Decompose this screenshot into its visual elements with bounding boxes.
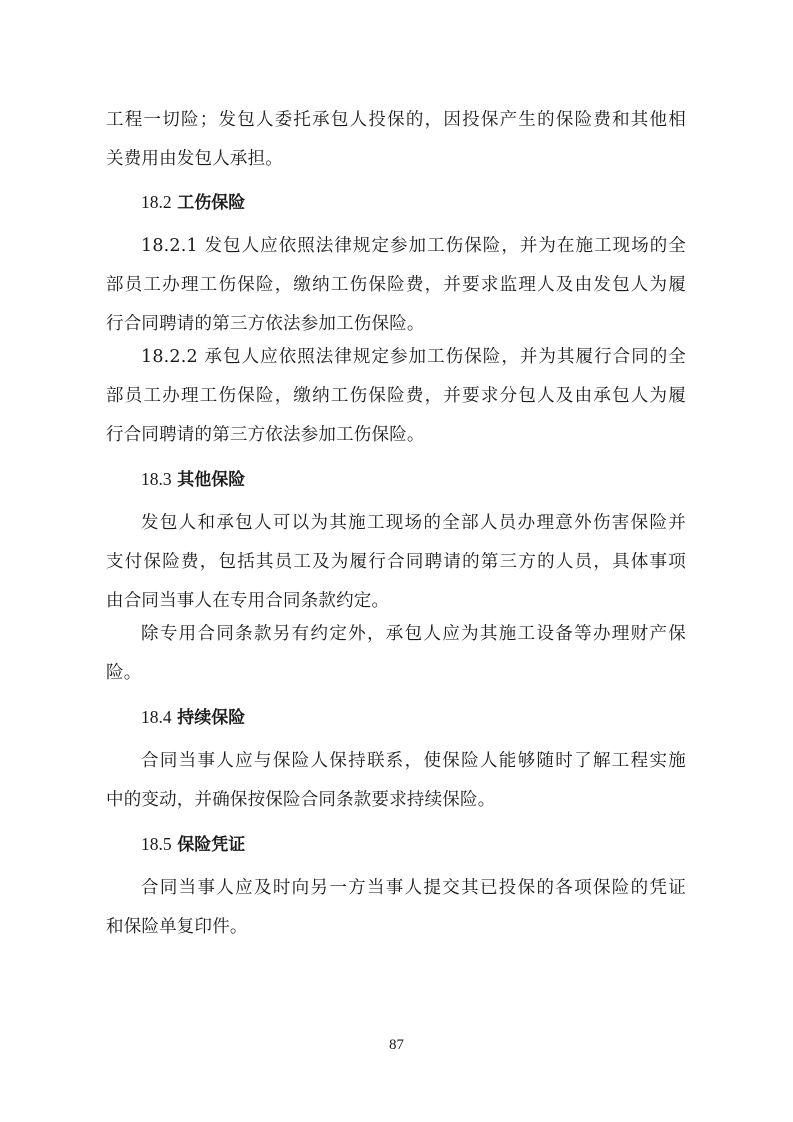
section-title: 工伤保险 [177, 193, 246, 213]
paragraph-line: 18.2.2 承包人应依照法律规定参加工伤保险，并为其履行合同的全 [141, 347, 686, 367]
section-heading-18-5 [141, 831, 245, 858]
paragraph-line: 部员工办理工伤保险，缴纳工伤保险费，并要求分包人及由承包人为履 [106, 386, 686, 406]
section-number: 18.5 [141, 834, 172, 854]
section-heading-18-2 [141, 189, 245, 216]
paragraph-line: 行合同聘请的第三方依法参加工伤保险。 [106, 314, 425, 334]
paragraph-line: 险。 [106, 663, 142, 683]
section-heading-18-4 [141, 704, 245, 731]
paragraph-line: 由合同当事人在专用合同条款约定。 [106, 591, 390, 611]
section-number: 18.2 [141, 192, 172, 212]
section-number: 18.4 [141, 707, 172, 727]
section-title: 保险凭证 [177, 835, 246, 855]
paragraph-line: 工程一切险；发包人委托承包人投保的，因投保产生的保险费和其他相 [106, 110, 686, 130]
paragraph-line: 除专用合同条款另有约定外，承包人应为其施工设备等办理财产保 [141, 624, 686, 644]
paragraph-line: 关费用由发包人承担。 [106, 149, 283, 169]
paragraph-line: 合同当事人应与保险人保持联系，使保险人能够随时了解工程实施 [141, 751, 686, 771]
section-title: 持续保险 [177, 708, 246, 728]
paragraph-line: 合同当事人应及时向另一方当事人提交其已投保的各项保险的凭证 [141, 878, 686, 898]
paragraph-line: 行合同聘请的第三方依法参加工伤保险。 [106, 425, 425, 445]
paragraph-line: 部员工办理工伤保险，缴纳工伤保险费，并要求监理人及由发包人为履 [106, 275, 686, 295]
paragraph-line: 中的变动，并确保按保险合同条款要求持续保险。 [106, 790, 496, 810]
paragraph-line: 支付保险费，包括其员工及为履行合同聘请的第三方的人员，具体事项 [106, 552, 686, 572]
paragraph-line: 18.2.1 发包人应依照法律规定参加工伤保险，并为在施工现场的全 [141, 236, 686, 256]
section-number: 18.3 [141, 469, 172, 489]
page-number: 87 [389, 1037, 404, 1053]
paragraph-line: 发包人和承包人可以为其施工现场的全部人员办理意外伤害保险并 [141, 513, 686, 533]
section-heading-18-3 [141, 466, 245, 493]
paragraph-line: 和保险单复印件。 [106, 917, 248, 937]
section-title: 其他保险 [177, 470, 246, 490]
